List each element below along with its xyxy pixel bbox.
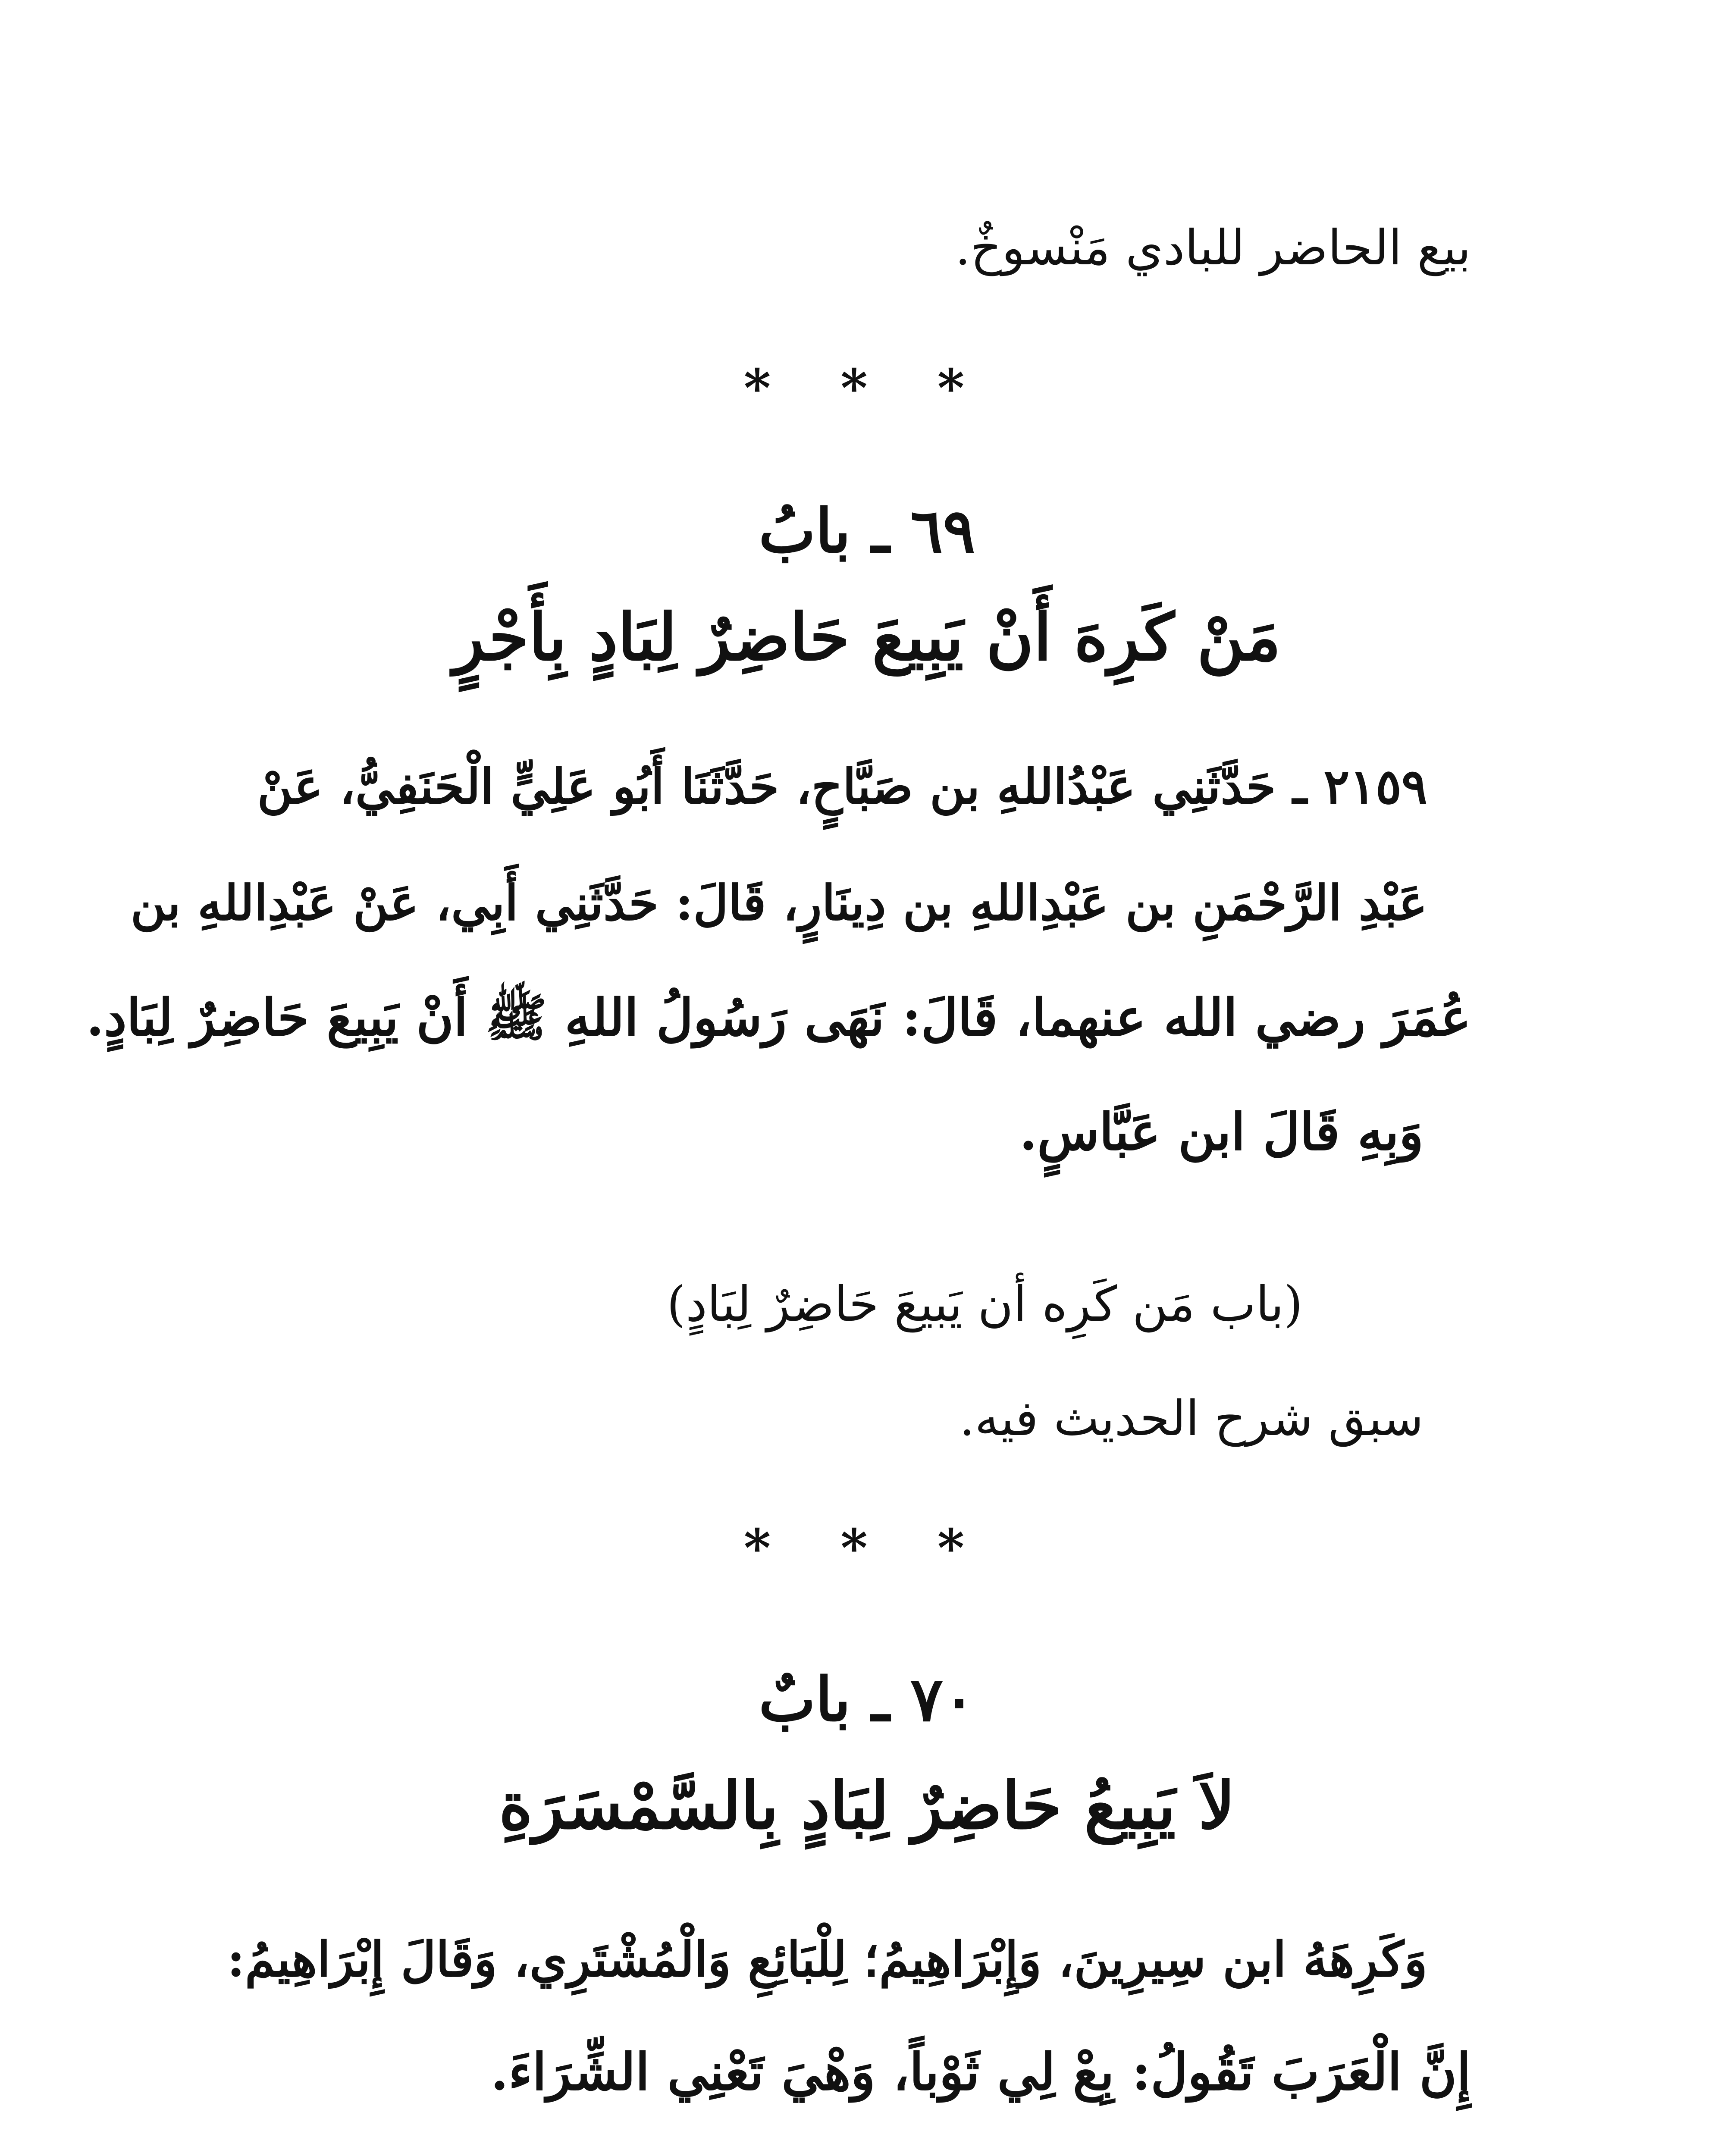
section-separator: * * * [743,358,991,419]
hadith-line: ٢١٥٩ ـ حَدَّثَنِي عَبْدُاللهِ بن صَبَّاحٍ، حَدَّثَنَا أَبُو عَلِيٍّ الْحَنَفِيُّ، عَنْ [257,758,1427,815]
chapter-intro-line: إِنَّ الْعَرَبَ تَقُولُ: بِعْ لِي ثَوْباً، وَهْيَ تَعْنِي الشِّرَاءَ. [490,2042,1471,2102]
chapter-number: ٧٠ ـ بابٌ [759,1664,975,1735]
commentary-text: سبق شرح الحديث فيه. [959,1391,1424,1447]
hadith-line: عُمَرَ رضي الله عنهما، قَالَ: نَهَى رَسُولُ اللهِ ﷺ أَنْ يَبِيعَ حَاضِرٌ لِبَادٍ. [86,987,1471,1047]
chapter-title: مَنْ كَرِهَ أَنْ يَبِيعَ حَاضِرٌ لِبَادٍ بِأَجْرٍ [453,599,1281,675]
hadith-note: وَبِهِ قَالَ ابن عَبَّاسٍ. [1019,1102,1424,1162]
chapter-intro-line: وَكَرِهَهُ ابن سِيرِينَ، وَإِبْرَاهِيمُ؛ لِلْبَائِعِ وَالْمُشْتَرِي، وَقَالَ إِبْرَاهِيمُ: [227,1931,1427,1988]
commentary-heading: (باب مَن كَرِه أن يَبيعَ حَاضِرٌ لِبَادٍ) [667,1276,1303,1332]
hadith-line: عَبْدِ الرَّحْمَنِ بن عَبْدِاللهِ بن دِينَارٍ، قَالَ: حَدَّثَنِي أَبِي، عَنْ عَبْدِاللهِ بن [130,875,1427,931]
continuation-line: بيع الحاضر للبادي مَنْسوخٌ. [955,220,1471,276]
chapter-number: ٦٩ ـ بابُ [759,496,975,567]
section-separator: * * * [743,1518,991,1579]
chapter-title: لاَ يَبِيعُ حَاضِرٌ لِبَادٍ بِالسَّمْسَرَةِ [499,1768,1235,1844]
